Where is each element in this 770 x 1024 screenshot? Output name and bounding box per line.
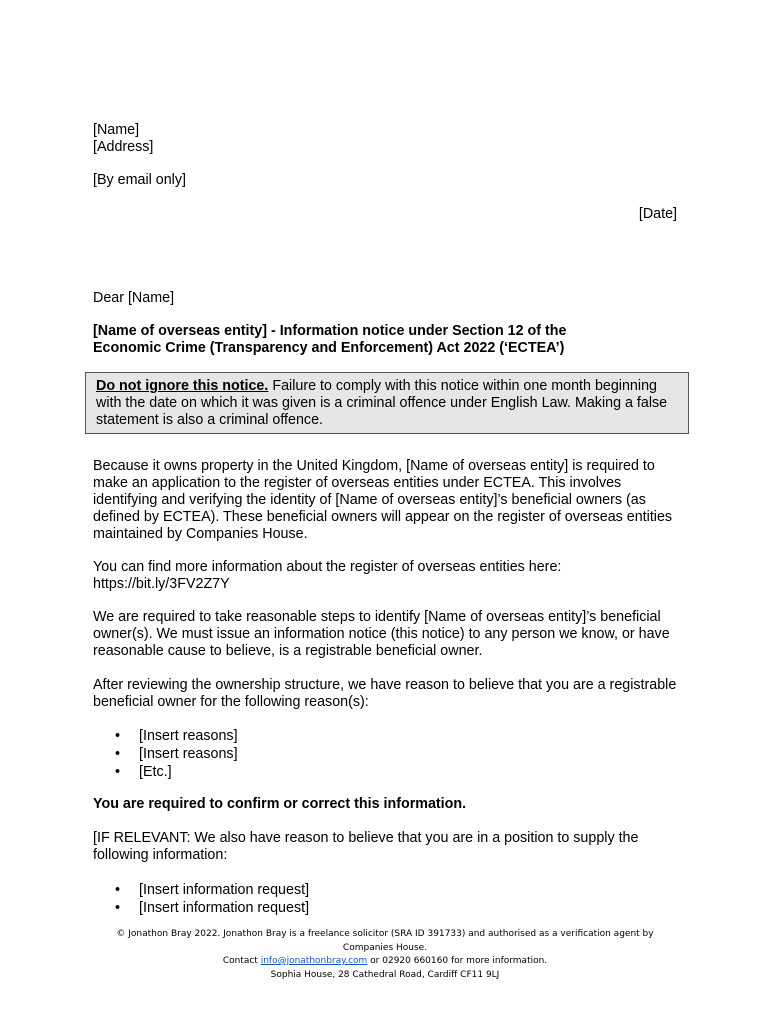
more-info-link: https://bit.ly/3FV2Z7Y [93,576,230,592]
footer-address: Sophia House, 28 Cathedral Road, Cardiff CF11 9LJ [270,969,500,980]
reasons-list [113,727,238,781]
paragraph-ownership-review: After reviewing the ownership structure, we have reason to believe that you are a registrable beneficial owner for the following reason(s): [93,677,677,710]
delivery-method: [By email only] [93,172,186,188]
footer-contact [93,955,677,969]
recipient-name: [Name] [93,122,140,138]
list-item: • [Insert reasons] [113,745,238,763]
paragraph-more-info [93,559,683,593]
list-item: • [Insert information request] [113,881,309,899]
subject-line-2: Economic Crime (Transparency and Enforcement) Act 2022 (‘ECTEA’) [93,340,565,356]
list-item: • [Insert reasons] [113,727,238,745]
warning-notice-box [85,372,689,434]
subject-heading [93,323,683,357]
warning-lead: Do not ignore this notice. [96,378,269,394]
recipient-block [93,122,683,156]
footer-copyright: © Jonathon Bray 2022. Jonathon Bray is a freelance solicitor (SRA ID 391733) and authorised as a verification agent by Companies House. [116,929,654,953]
paragraph-reasonable-steps: We are required to take reasonable steps to identify [Name of overseas entity]’s beneficial owner(s). We must issue an information notice (this notice) to any person we know, or have reasonable cause to believe, is a registrable beneficial owner. [93,609,670,659]
paragraph-if-relevant: [IF RELEVANT: We also have reason to believe that you are in a position to supply the following information: [93,830,639,863]
list-item: • [Insert information request] [113,899,309,917]
paragraph-register-requirement: Because it owns property in the United Kingdom, [Name of overseas entity] is required to make an application to the register of overseas entities under ECTEA. This involves identifying and verifying the identity of [Name of overseas entity]’s beneficial owners (as defined by ECTEA). These beneficial owners will appear on the register of overseas entities maintained by Companies House. [93,458,673,542]
salutation: Dear [Name] [93,290,175,306]
footer-email-link[interactable]: info@jonathonbray.com [260,956,368,966]
page-footer [93,928,677,982]
letter-date: [Date] [638,206,677,222]
recipient-address: [Address] [93,139,154,155]
footer-contact-prefix: Contact [222,956,261,966]
list-item: • [Etc.] [113,763,238,781]
subject-line-1: [Name of overseas entity] - Information notice under Section 12 of the [93,323,567,339]
confirm-instruction: You are required to confirm or correct this information. [93,796,467,812]
warning-body: Failure to comply with this notice within one month beginning with the date on which it was given is a criminal offence under English Law. Making a false statement is also a criminal offence. [96,378,668,428]
more-info-text: You can find more information about the register of overseas entities here: [93,559,562,575]
requests-list [113,881,309,917]
footer-contact-suffix: or 02920 660160 for more information. [367,956,548,966]
